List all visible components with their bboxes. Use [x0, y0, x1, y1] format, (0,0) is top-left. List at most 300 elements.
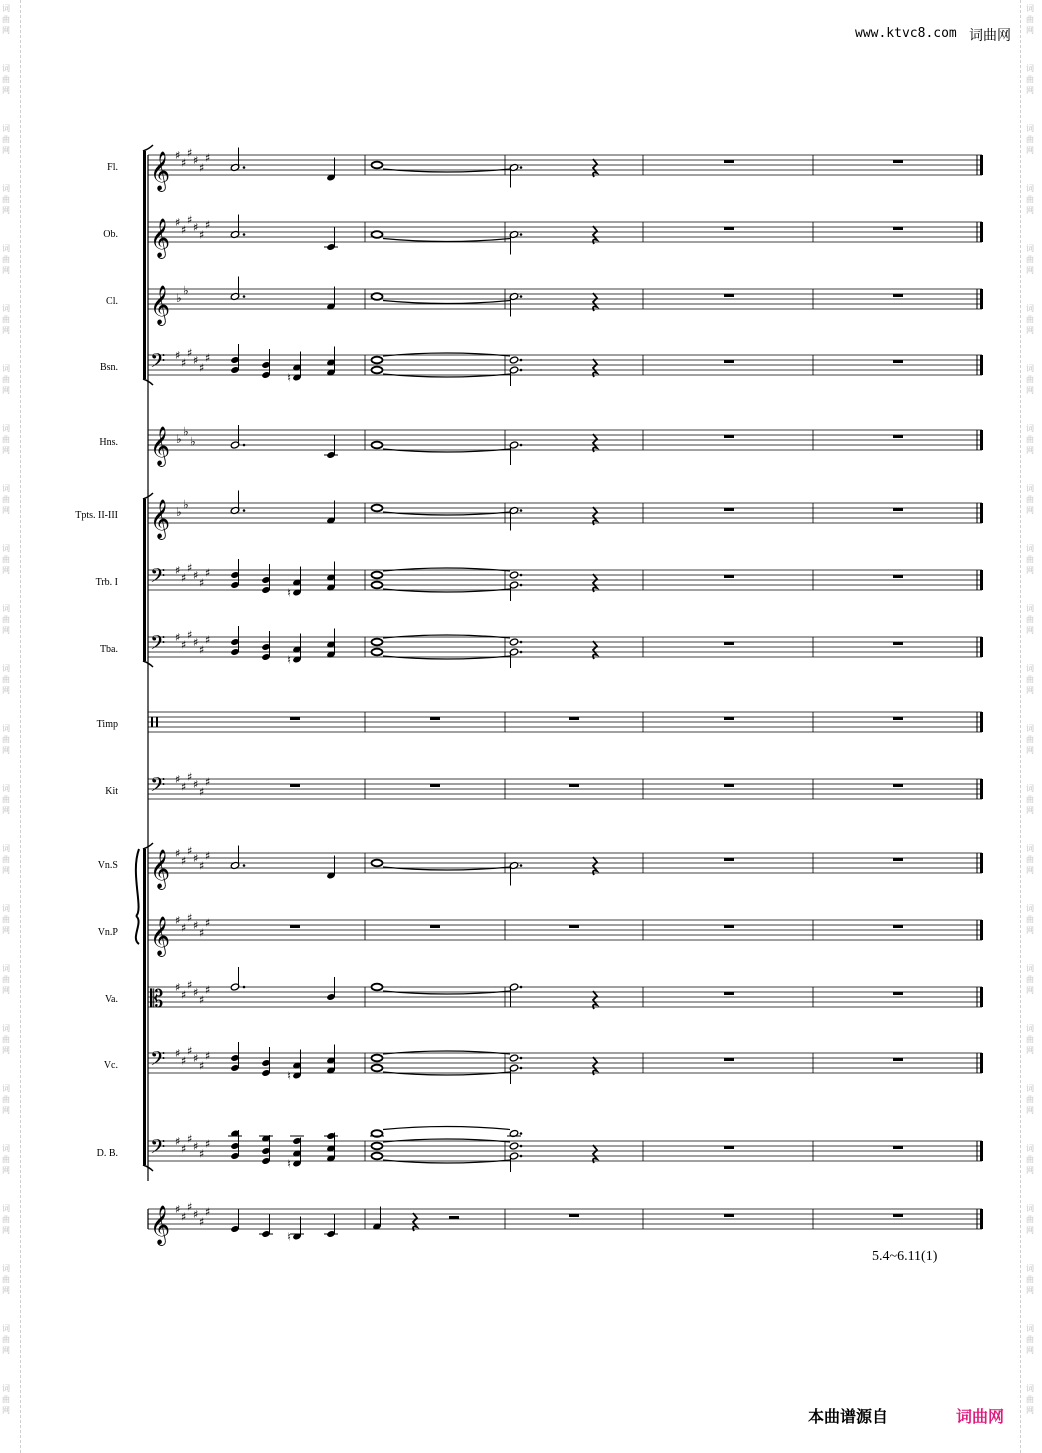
key-sharp: ♯: [205, 983, 211, 997]
natural-sign: ♮: [287, 1230, 291, 1244]
watermark-glyph: 词: [2, 1084, 10, 1093]
key-sharp: ♯: [199, 1147, 205, 1161]
whole-note: [372, 1055, 383, 1062]
tie: [383, 512, 510, 515]
staff-13: [148, 1053, 983, 1073]
augmentation-dot: [520, 233, 523, 236]
watermark-glyph: 词: [1026, 724, 1034, 733]
watermark-glyph: 曲: [1026, 855, 1034, 864]
watermark-glyph: 曲: [1026, 1035, 1034, 1044]
whole-rest: [893, 227, 903, 230]
quarter-rest: [593, 641, 597, 659]
natural-sign: ♮: [287, 586, 291, 600]
key-sharp: ♯: [175, 149, 181, 162]
staff-2: [148, 289, 983, 309]
page-number: 5.4~6.11(1): [872, 1249, 938, 1264]
tie: [383, 301, 510, 304]
key-sharp: ♯: [175, 1047, 181, 1060]
bass-clef: 𝄢: [150, 1135, 166, 1163]
bass-clef: 𝄢: [150, 349, 166, 377]
staff-4: [148, 430, 983, 450]
watermark-glyph: 词: [1026, 184, 1034, 193]
augmentation-dot: [243, 444, 246, 447]
staff-5: [148, 503, 983, 523]
watermark-glyph: 曲: [2, 1395, 10, 1404]
key-sharp: ♯: [193, 778, 199, 791]
watermark-glyph: 曲: [1026, 495, 1034, 504]
quarter-rest: [413, 1213, 417, 1231]
watermark-glyph: 词: [1026, 1264, 1034, 1273]
watermark-glyph: 曲: [1026, 1155, 1034, 1164]
watermark-glyph: 曲: [1026, 1275, 1034, 1284]
watermark-glyph: 词: [2, 724, 10, 733]
whole-rest: [569, 784, 579, 787]
instrument-label: Fl.: [107, 162, 118, 173]
watermark-glyph: 词: [2, 424, 10, 433]
watermark-glyph: 词: [1026, 1384, 1034, 1393]
instrument-label: Va.: [104, 994, 118, 1005]
whole-rest: [724, 858, 734, 861]
watermark-glyph: 词: [1026, 64, 1034, 73]
final-barline-thick: [980, 155, 983, 175]
watermark-glyph: 曲: [2, 495, 10, 504]
watermark-glyph: 曲: [1026, 975, 1034, 984]
half-note: [509, 1142, 518, 1150]
treble-clef: 𝄞: [150, 426, 171, 466]
bass-clef: 𝄢: [150, 1047, 166, 1075]
watermark-glyph: 网: [2, 1286, 10, 1295]
augmentation-dot: [520, 166, 523, 169]
brass-bracket: [143, 499, 146, 661]
quarter-rest: [593, 159, 597, 177]
site-name[interactable]: 词曲网: [969, 28, 1011, 44]
footer-source-label: 本曲谱源自: [808, 1407, 889, 1426]
instrument-label: Kit: [105, 786, 118, 797]
watermark-glyph: 词: [1026, 664, 1034, 673]
whole-note: [372, 357, 383, 364]
final-barline-thick: [980, 920, 983, 940]
watermark-glyph: 词: [2, 304, 10, 313]
staff-8: [148, 712, 983, 732]
staff-7: [148, 637, 983, 657]
watermark-glyph: 网: [1026, 1046, 1034, 1055]
whole-rest: [724, 784, 734, 787]
whole-note: [372, 1153, 383, 1160]
whole-note: [372, 649, 383, 656]
watermark-glyph: 词: [2, 364, 10, 373]
watermark-glyph: 网: [1026, 986, 1034, 995]
augmentation-dot: [520, 864, 523, 867]
watermark-glyph: 词: [1026, 964, 1034, 973]
percussion-clef: [151, 717, 153, 727]
final-barline-thick: [980, 637, 983, 657]
watermark-glyph: 曲: [1026, 435, 1034, 444]
watermark-glyph: 词: [1026, 244, 1034, 253]
key-flat: ♭: [176, 432, 182, 446]
tie: [383, 656, 510, 659]
watermark-glyph: 网: [2, 986, 10, 995]
final-barline-thick: [980, 779, 983, 799]
watermark-glyph: 词: [1026, 4, 1034, 13]
whole-rest: [290, 925, 300, 928]
key-sharp: ♯: [175, 1203, 181, 1216]
whole-rest: [290, 784, 300, 787]
watermark-glyph: 网: [2, 206, 10, 215]
key-sharp: ♯: [199, 859, 205, 873]
tie: [383, 374, 510, 377]
watermark-glyph: 网: [1026, 506, 1034, 515]
whole-rest: [893, 360, 903, 363]
watermark-glyph: 网: [2, 1046, 10, 1055]
whole-rest: [290, 717, 300, 720]
watermark-glyph: 曲: [2, 1275, 10, 1284]
whole-note: [372, 1065, 383, 1072]
watermark-glyph: 曲: [2, 735, 10, 744]
key-flat: ♭: [190, 434, 196, 449]
watermark-glyph: 曲: [1026, 15, 1034, 24]
watermark-glyph: 词: [2, 1264, 10, 1273]
augmentation-dot: [243, 166, 246, 169]
key-sharp: ♯: [187, 628, 193, 642]
watermark-glyph: 曲: [2, 315, 10, 324]
instrument-label: Tpts. II-III: [75, 510, 118, 521]
watermark-glyph: 网: [2, 1106, 10, 1115]
instrument-label: Hns.: [99, 437, 118, 448]
final-barline-thick: [980, 853, 983, 873]
augmentation-dot: [520, 1057, 523, 1060]
violin-brace-upper: [136, 849, 139, 916]
key-flat: ♭: [183, 497, 189, 512]
watermark-glyph: 词: [1026, 1144, 1034, 1153]
watermark-glyph: 曲: [2, 135, 10, 144]
half-note: [509, 638, 518, 646]
watermark-glyph: 词: [1026, 484, 1034, 493]
watermark-glyph: 曲: [2, 615, 10, 624]
watermark-glyph: 网: [2, 926, 10, 935]
final-barline-thick: [980, 1053, 983, 1073]
whole-rest: [893, 508, 903, 511]
key-sharp: ♯: [181, 156, 187, 170]
whole-note: [372, 293, 383, 300]
key-sharp: ♯: [199, 361, 205, 375]
key-sharp: ♯: [205, 775, 211, 789]
bass-clef: 𝄢: [150, 631, 166, 659]
staff-11: [148, 920, 983, 940]
watermark-glyph: 曲: [2, 255, 10, 264]
staff-15: [148, 1209, 983, 1229]
watermark-glyph: 网: [2, 266, 10, 275]
instrument-label: Vn.S: [97, 860, 118, 871]
key-sharp: ♯: [175, 1135, 181, 1148]
watermark-glyph: 词: [2, 604, 10, 613]
key-sharp: ♯: [181, 638, 187, 652]
key-sharp: ♯: [199, 926, 205, 940]
key-sharp: ♯: [205, 633, 211, 647]
strings-bracket: [143, 849, 146, 1165]
tie: [383, 991, 510, 994]
watermark-glyph: 词: [2, 484, 10, 493]
key-sharp: ♯: [193, 1208, 199, 1221]
watermark-glyph: 词: [1026, 124, 1034, 133]
key-sharp: ♯: [181, 571, 187, 585]
treble-clef: 𝄞: [150, 285, 171, 325]
final-barline-thick: [980, 503, 983, 523]
whole-rest: [724, 508, 734, 511]
key-sharp: ♯: [193, 1052, 199, 1065]
whole-note: [372, 582, 383, 589]
whole-rest: [724, 360, 734, 363]
watermark-glyph: 曲: [1026, 615, 1034, 624]
tie: [383, 353, 510, 356]
final-barline-thick: [980, 355, 983, 375]
watermark-glyph: 曲: [1026, 735, 1034, 744]
staff-9: [148, 779, 983, 799]
augmentation-dot: [243, 509, 246, 512]
watermark-glyph: 网: [2, 566, 10, 575]
key-flat: ♭: [183, 283, 189, 298]
tie: [383, 568, 510, 571]
watermark-glyph: 词: [1026, 1324, 1034, 1333]
watermark-glyph: 曲: [2, 375, 10, 384]
half-rest: [449, 1216, 459, 1219]
key-sharp: ♯: [193, 986, 199, 999]
key-sharp: ♯: [193, 636, 199, 649]
watermark-glyph: 词: [2, 904, 10, 913]
treble-clef: 𝄞: [150, 1205, 171, 1245]
watermark-glyph: 词: [1026, 784, 1034, 793]
instrument-label: Tba.: [99, 644, 118, 655]
final-barline-thick: [980, 987, 983, 1007]
key-sharp: ♯: [175, 631, 181, 644]
whole-rest: [430, 784, 440, 787]
watermark-glyph: 词: [2, 4, 10, 13]
watermark-glyph: 词: [2, 844, 10, 853]
key-sharp: ♯: [199, 576, 205, 590]
treble-clef: 𝄞: [150, 218, 171, 258]
watermark-glyph: 网: [1026, 26, 1034, 35]
watermark-glyph: 曲: [2, 975, 10, 984]
whole-note: [372, 505, 383, 512]
key-sharp: ♯: [175, 847, 181, 860]
key-sharp: ♯: [175, 349, 181, 362]
quarter-rest: [593, 1145, 597, 1163]
tie: [383, 449, 510, 452]
key-sharp: ♯: [175, 773, 181, 786]
instrument-label: Bsn.: [99, 362, 118, 373]
watermark-glyph: 词: [2, 1204, 10, 1213]
tie: [383, 1072, 510, 1075]
key-sharp: ♯: [193, 852, 199, 865]
instrument-label: Timp: [96, 719, 118, 730]
alto-clef: 𝄡: [150, 985, 164, 1013]
watermark-glyph: 曲: [1026, 75, 1034, 84]
watermark-glyph: 词: [2, 544, 10, 553]
key-sharp: ♯: [181, 921, 187, 935]
tie: [383, 239, 510, 242]
watermark-glyph: 曲: [2, 555, 10, 564]
whole-rest: [724, 992, 734, 995]
quarter-rest: [593, 1057, 597, 1075]
staff-10: [148, 853, 983, 873]
key-flat: ♭: [176, 291, 182, 305]
key-sharp: ♯: [187, 978, 193, 992]
key-sharp: ♯: [205, 1137, 211, 1151]
augmentation-dot: [520, 509, 523, 512]
watermark-glyph: 网: [2, 506, 10, 515]
final-barline-thick: [980, 289, 983, 309]
key-sharp: ♯: [193, 569, 199, 582]
key-sharp: ♯: [175, 914, 181, 927]
whole-rest: [893, 717, 903, 720]
watermark-glyph: 词: [1026, 364, 1034, 373]
key-sharp: ♯: [187, 844, 193, 858]
whole-note: [372, 1143, 383, 1150]
whole-rest: [893, 160, 903, 163]
watermark-glyph: 网: [2, 626, 10, 635]
natural-sign: ♮: [287, 1069, 291, 1083]
watermark-glyph: 曲: [2, 915, 10, 924]
staff-0: [148, 155, 983, 175]
whole-rest: [893, 925, 903, 928]
final-barline-thick: [980, 712, 983, 732]
key-sharp: ♯: [193, 154, 199, 167]
staff-3: [148, 355, 983, 375]
watermark-glyph: 曲: [2, 795, 10, 804]
augmentation-dot: [520, 1132, 523, 1135]
whole-rest: [893, 435, 903, 438]
site-url[interactable]: www.ktvc8.com: [855, 26, 957, 41]
key-sharp: ♯: [181, 223, 187, 237]
footer-brand[interactable]: 词曲网: [956, 1407, 1005, 1426]
watermark-glyph: 网: [2, 866, 10, 875]
watermark-glyph: 曲: [1026, 555, 1034, 564]
watermark-glyph: 曲: [2, 855, 10, 864]
key-sharp: ♯: [187, 1044, 193, 1058]
natural-sign: ♮: [287, 653, 291, 667]
augmentation-dot: [520, 986, 523, 989]
whole-rest: [893, 575, 903, 578]
whole-note: [372, 860, 383, 867]
instrument-label: Ob.: [103, 229, 118, 240]
watermark-glyph: 网: [1026, 746, 1034, 755]
watermark-glyph: 曲: [2, 1035, 10, 1044]
quarter-rest: [593, 991, 597, 1009]
key-sharp: ♯: [199, 161, 205, 175]
watermark-glyph: 曲: [1026, 675, 1034, 684]
watermark-glyph: 曲: [2, 15, 10, 24]
key-sharp: ♯: [187, 911, 193, 925]
augmentation-dot: [243, 295, 246, 298]
key-sharp: ♯: [205, 218, 211, 232]
tie: [383, 635, 510, 638]
watermark-glyph: 网: [1026, 446, 1034, 455]
whole-rest: [724, 160, 734, 163]
instrument-label: Trb. I: [95, 577, 118, 588]
whole-rest: [724, 717, 734, 720]
final-barline-thick: [980, 570, 983, 590]
augmentation-dot: [243, 864, 246, 867]
watermark-glyph: 词: [1026, 904, 1034, 913]
quarter-rest: [593, 857, 597, 875]
key-flat: ♭: [176, 505, 182, 519]
watermark-glyph: 曲: [1026, 795, 1034, 804]
tie: [383, 589, 510, 592]
watermark-glyph: 网: [1026, 146, 1034, 155]
watermark-glyph: 词: [2, 964, 10, 973]
whole-rest: [724, 575, 734, 578]
key-sharp: ♯: [205, 1205, 211, 1219]
watermark-glyph: 网: [1026, 566, 1034, 575]
augmentation-dot: [520, 574, 523, 577]
whole-rest: [724, 1214, 734, 1217]
whole-rest: [569, 717, 579, 720]
staff-1: [148, 222, 983, 242]
key-sharp: ♯: [199, 785, 205, 799]
tie: [383, 867, 510, 870]
watermark-glyph: 曲: [1026, 375, 1034, 384]
watermark-glyph: 网: [2, 86, 10, 95]
watermark-glyph: 曲: [1026, 255, 1034, 264]
whole-note: [372, 162, 383, 169]
key-sharp: ♯: [181, 780, 187, 794]
watermark-glyph: 词: [1026, 1084, 1034, 1093]
treble-clef: 𝄞: [150, 849, 171, 889]
watermark-glyph: 曲: [2, 1335, 10, 1344]
watermark-glyph: 词: [2, 1024, 10, 1033]
final-barline-thick: [980, 222, 983, 242]
watermark-glyph: 词: [1026, 1024, 1034, 1033]
whole-rest: [893, 1146, 903, 1149]
watermark-glyph: 曲: [1026, 195, 1034, 204]
treble-clef: 𝄞: [150, 499, 171, 539]
tie: [383, 1127, 510, 1130]
instrument-label: Vn.P: [97, 927, 118, 938]
watermark-glyph: 网: [2, 1166, 10, 1175]
key-sharp: ♯: [187, 213, 193, 227]
whole-rest: [569, 925, 579, 928]
woodwind-bracket: [143, 151, 146, 379]
violin-brace-lower: [136, 916, 139, 944]
whole-rest: [724, 435, 734, 438]
whole-rest: [893, 642, 903, 645]
tie: [383, 1160, 510, 1163]
watermark-glyph: 网: [1026, 206, 1034, 215]
watermark-glyph: 网: [2, 1406, 10, 1415]
whole-rest: [724, 294, 734, 297]
watermark-glyph: 网: [1026, 1226, 1034, 1235]
watermark-glyph: 词: [2, 244, 10, 253]
whole-rest: [893, 294, 903, 297]
key-sharp: ♯: [193, 919, 199, 932]
augmentation-dot: [520, 369, 523, 372]
whole-rest: [893, 858, 903, 861]
whole-rest: [893, 1214, 903, 1217]
watermark-glyph: 曲: [2, 1095, 10, 1104]
key-sharp: ♯: [205, 351, 211, 365]
augmentation-dot: [520, 651, 523, 654]
watermark-glyph: 曲: [1026, 315, 1034, 324]
key-sharp: ♯: [187, 770, 193, 784]
key-sharp: ♯: [193, 354, 199, 367]
key-sharp: ♯: [205, 916, 211, 930]
staff-6: [148, 570, 983, 590]
augmentation-dot: [520, 1145, 523, 1148]
watermark-glyph: 词: [2, 124, 10, 133]
watermark-glyph: 网: [2, 386, 10, 395]
whole-rest: [430, 717, 440, 720]
augmentation-dot: [520, 359, 523, 362]
whole-note: [372, 231, 383, 238]
